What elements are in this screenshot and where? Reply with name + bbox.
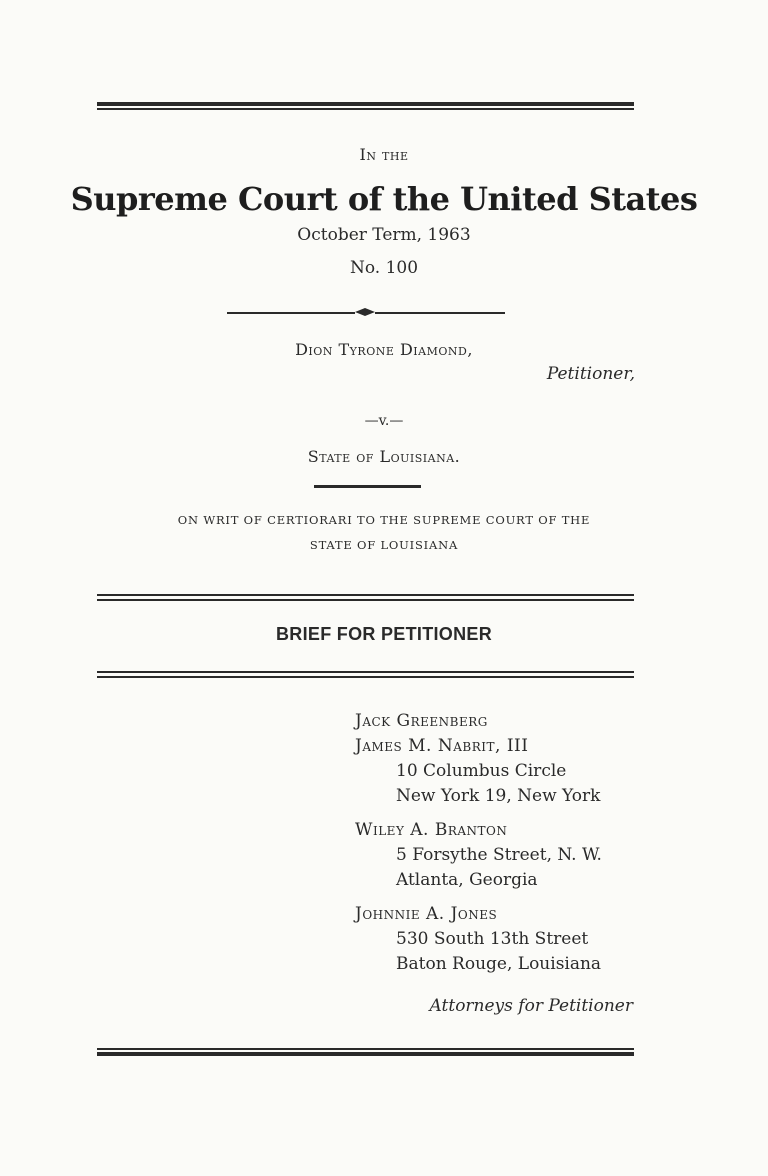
diamond-divider-right — [375, 312, 505, 314]
short-rule — [314, 485, 421, 488]
attorney-name: Jack Greenberg — [355, 711, 488, 731]
case-number: No. 100 — [349, 258, 419, 278]
attorney-address: Atlanta, Georgia — [396, 870, 538, 890]
term-label: October Term, 1963 — [297, 225, 471, 245]
petitioner-name: Dion Tyrone Diamond, — [295, 340, 473, 359]
top-rule — [97, 102, 634, 110]
diamond-ornament-icon — [355, 308, 375, 316]
attorney-name: James M. Nabrit, III — [355, 736, 529, 756]
attorney-block — [355, 902, 602, 977]
brief-title: BRIEF FOR PETITIONER — [275, 624, 492, 644]
attorney-address: Baton Rouge, Louisiana — [396, 954, 602, 974]
respondent-name: State of Louisiana. — [307, 447, 461, 466]
attorney-block — [355, 709, 602, 809]
attorney-block — [355, 818, 602, 893]
writ-line-2: STATE OF LOUISIANA — [309, 538, 459, 552]
attorney-name: Wiley A. Branton — [355, 820, 508, 840]
writ-line-1: ON WRIT OF CERTIORARI TO THE SUPREME COURT OF THE — [177, 513, 591, 527]
versus-label: —v.— — [364, 413, 404, 429]
attorney-address: 10 Columbus Circle — [396, 761, 567, 781]
diamond-divider-left — [227, 312, 355, 314]
attorney-address: 530 South 13th Street — [396, 929, 589, 949]
attorneys-list — [355, 709, 602, 986]
attorneys-caption: Attorneys for Petitioner — [429, 996, 633, 1016]
brief-bottom-rule — [97, 671, 634, 679]
attorney-address: New York 19, New York — [396, 786, 601, 806]
attorney-name: Johnnie A. Jones — [355, 904, 498, 924]
in-the-label: In the — [359, 145, 409, 164]
petitioner-role: Petitioner, — [546, 364, 635, 384]
brief-top-rule — [97, 594, 634, 602]
court-name: Supreme Court of the United States — [70, 180, 698, 218]
attorney-address: 5 Forsythe Street, N. W. — [396, 845, 602, 865]
bottom-rule — [97, 1048, 634, 1057]
